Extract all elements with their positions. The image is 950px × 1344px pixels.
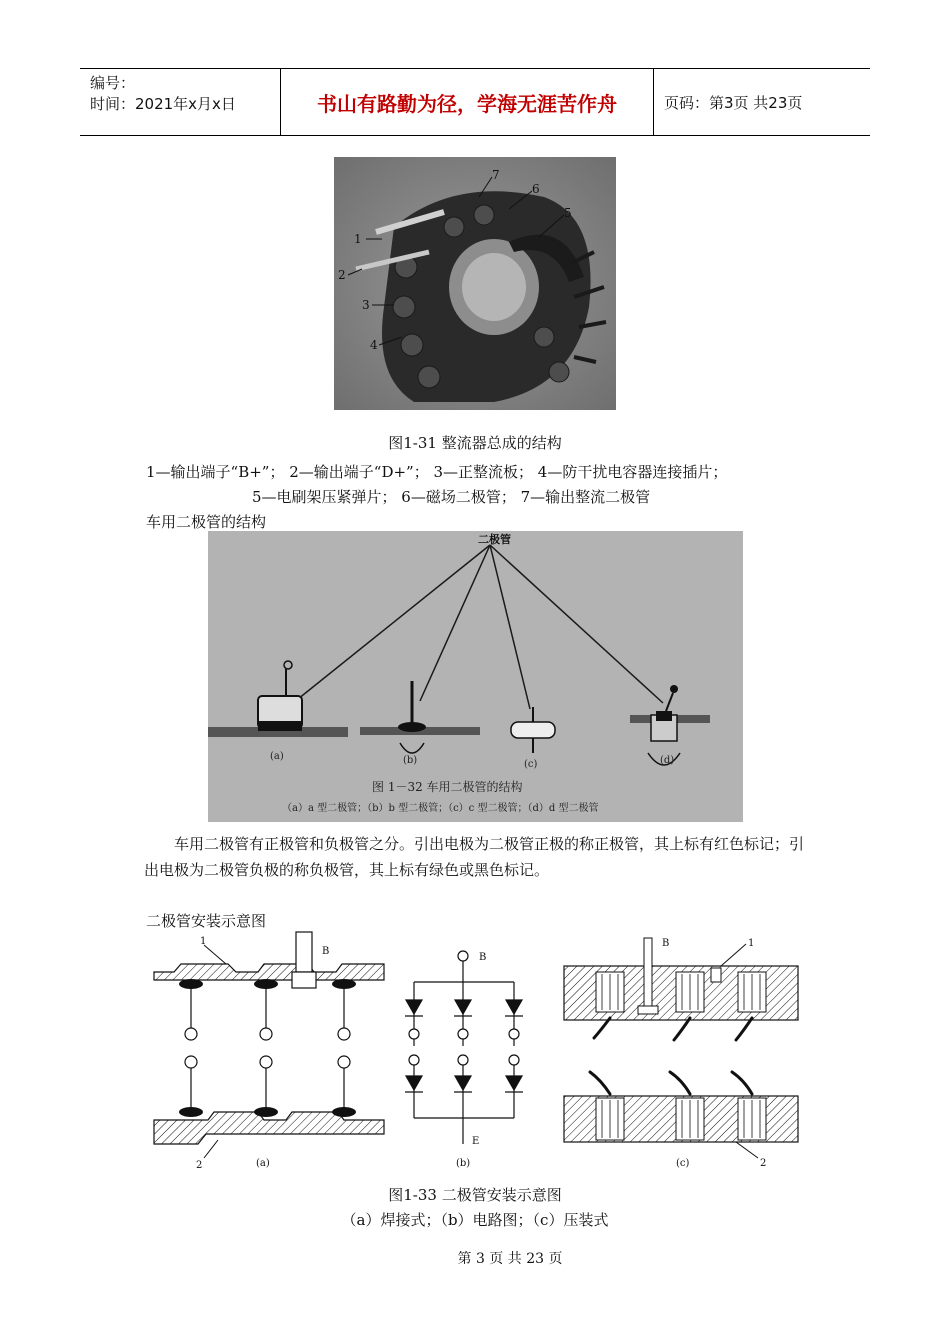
callout-1: 1: [354, 232, 362, 246]
install-label-b-circuit: B: [479, 952, 487, 963]
welded-type-drawing: [154, 932, 384, 1158]
circuit-drawing: [405, 951, 523, 1144]
install-sub-label-c: (c): [676, 1158, 690, 1169]
callout-3: 3: [362, 298, 370, 312]
rectifier-photo: [334, 157, 616, 410]
callout-4: 4: [370, 338, 378, 352]
page-footer: 第 3 页 共 23 页: [457, 1251, 563, 1267]
callout-6: 6: [532, 182, 540, 196]
callout-5: 5: [564, 206, 572, 220]
section-title-diode-structure: 车用二极管的结构: [146, 513, 267, 531]
header-table: [80, 68, 870, 136]
figure32-subcaption: （a）a 型二极管；（b）b 型二极管；（c）c 型二极管；（d）d 型二极管: [282, 803, 599, 814]
diode-sub-label-a: (a): [270, 751, 284, 762]
diode-sub-label-b: (b): [403, 755, 418, 766]
page-info: 页码：第3页 共23页: [664, 93, 803, 112]
callout-2: 2: [338, 268, 346, 282]
install-label-2-left: 2: [196, 1160, 203, 1171]
figure32-caption: 图 1－32 车用二极管的结构: [372, 780, 523, 794]
install-label-b-right: B: [662, 938, 670, 949]
time-label: 时间：2021年x月x日: [90, 95, 236, 113]
figure33-subcaption: （a）焊接式；（b）电路图；（c）压装式: [341, 1211, 609, 1229]
figure31-legend-line1: 1—输出端子“B+”； 2—输出端子“D+”； 3—正整流板； 4—防干扰电容器连接插片；: [146, 463, 728, 481]
diode-installation-figure: [146, 930, 806, 1175]
diode-polarity-paragraph: 车用二极管有正极管和负极管之分。引出电极为二极管正极的称正极管，其上标有红色标记；引出电极为二极管负极的称负极管，其上标有绿色或黑色标记。: [144, 835, 805, 879]
figure31-caption: 图1-31 整流器总成的结构: [388, 434, 562, 452]
press-fit-type-drawing: [564, 938, 798, 1158]
install-label-1-left: 1: [200, 936, 207, 947]
number-label: 编号：: [90, 74, 136, 92]
diode-structure-figure: [208, 531, 743, 822]
section-title-diode-installation: 二极管安装示意图: [146, 912, 267, 930]
install-sub-label-a: (a): [256, 1158, 270, 1169]
diode-sub-label-d: (d): [660, 755, 675, 766]
diode-top-label: 二极管: [478, 533, 511, 546]
header-left-cell: [80, 69, 281, 135]
figure33-caption: 图1-33 二极管安装示意图: [388, 1186, 562, 1204]
callout-7: 7: [492, 168, 500, 182]
install-sub-label-b: (b): [456, 1158, 471, 1169]
install-label-b-left: B: [322, 946, 330, 957]
figure31-legend-line2: 5—电刷架压紧弹片； 6—磁场二极管； 7—输出整流二极管: [252, 488, 651, 506]
install-label-e-circuit: E: [472, 1136, 480, 1147]
motto: 书山有路勤为径，学海无涯苦作舟: [281, 69, 654, 135]
install-label-1-right: 1: [748, 938, 755, 949]
install-label-2-right: 2: [760, 1158, 767, 1169]
diode-sub-label-c: (c): [524, 759, 538, 770]
